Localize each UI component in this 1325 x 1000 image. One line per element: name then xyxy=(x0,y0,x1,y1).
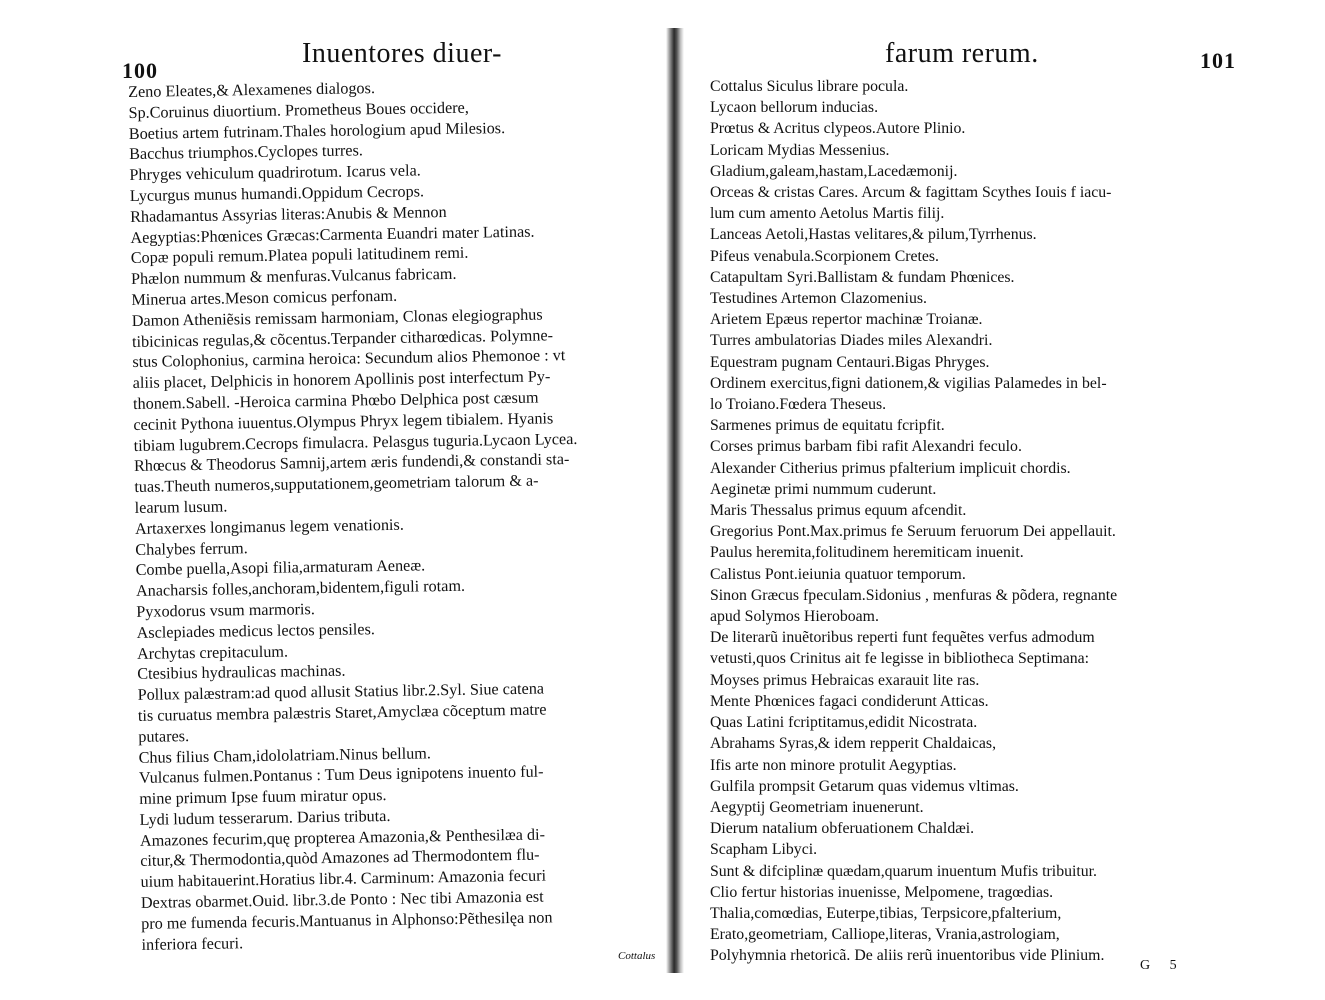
catchword: Cottalus xyxy=(618,950,656,962)
text-line: stus Colophonius, carmina heroica: Secundum alios Phemonoe : vt xyxy=(132,346,566,372)
text-line: Gladium,galeam,hastam,Lacedæmonij. xyxy=(710,162,958,180)
text-line: Thalia,comœdias, Euterpe,tibias, Terpsicore,pfalterium, xyxy=(710,904,1062,922)
text-line: Artaxerxes longimanus legem venationis. xyxy=(134,515,404,538)
text-line: mine primum Ipse fuum miratur opus. xyxy=(139,786,387,809)
text-line: Turres ambulatorias Diades miles Alexandri. xyxy=(710,332,993,350)
text-line: Ifis arte non minore protulit Aegyptias. xyxy=(710,756,957,774)
text-line: Pollux palæstram:ad quod allusit Statius libr.2.Syl. Siue catena xyxy=(137,679,545,705)
text-line: Polyhymnia rhetoricã. De aliis rerũ inuentoribus vide Plinium. xyxy=(710,947,1105,965)
text-line: Archytas crepitaculum. xyxy=(136,642,289,663)
text-line: Loricam Mydias Messenius. xyxy=(710,141,890,159)
text-line: Mente Phœnices fagaci condiderunt Atticas. xyxy=(710,692,989,710)
text-line: Lydi ludum tesserarum. Darius tributa. xyxy=(139,806,391,829)
text-line: Vulcanus fulmen.Pontanus : Tum Deus ignipotens inuento ful- xyxy=(138,762,544,788)
text-line: uium habitauerint.Horatius libr.4. Carminum: Amazonia fecuri xyxy=(140,866,547,892)
text-block xyxy=(128,75,585,955)
text-line: Dextras obarmet.Ouid. libr.3.de Ponto : Nec tibi Amazonia est xyxy=(140,887,544,912)
text-line: Lycurgus munus humandi.Oppidum Cecrops. xyxy=(129,182,425,205)
text-line: pro me fumenda fecuris.Mantuanus in Alphonso:Pẽthesilęa non xyxy=(141,908,553,933)
text-line: Asclepiades medicus lectos pensiles. xyxy=(136,619,376,642)
text-line: tibiam lugubrem.Cecrops fimulacra. Pelasgus tuguria.Lycaon Lycea. xyxy=(133,429,578,455)
text-line: Gregorius Pont.Max.primus fe Seruum feruorum Dei appellauit. xyxy=(710,523,1116,541)
text-line: learum lusum. xyxy=(134,497,228,517)
text-line: De literarũ inuẽtoribus reperti funt fequẽtes verfus admodum xyxy=(710,629,1095,647)
text-line: Ordinem exercitus,figni dationem,& vigilias Palamedes in bel- xyxy=(710,374,1107,392)
text-line: Combe puella,Asopi filia,armaturam Aeneæ. xyxy=(135,556,426,580)
text-line: Pifeus venabula.Scorpionem Cretes. xyxy=(710,247,940,265)
text-line: Sinon Græcus fpeculam.Sidonius , menfuras & põdera, regnante xyxy=(710,586,1118,604)
text-line: Abrahams Syras,& idem repperit Chaldaicas, xyxy=(710,735,997,753)
text-line: tuas.Theuth numeros,supputationem,geometriam talorum & a- xyxy=(134,471,539,497)
text-line: Pyxodorus vsum marmoris. xyxy=(136,600,315,621)
text-line: Scapham Libyci. xyxy=(710,841,818,859)
text-line: Corses primus barbam fibi rafit Alexandri feculo. xyxy=(710,438,1022,456)
text-line: Copæ populi remum.Platea populi latitudinem remi. xyxy=(130,244,469,268)
text-line: Arietem Epæus repertor machinæ Troianæ. xyxy=(710,311,983,329)
text-line: Quas Latini fcriptitamus,edidit Nicostrata. xyxy=(710,714,978,732)
running-head: Inuentores diuer- xyxy=(302,38,502,69)
signature-mark: G 5 xyxy=(1140,958,1185,973)
text-line: Damon Atheniẽsis remissam harmoniam, Clonas elegiographus xyxy=(131,305,543,330)
text-line: tibicinicas regulas,& cõcentus.Terpander citharœdicas. Polymne- xyxy=(131,325,554,351)
text-line: Zeno Eleates,& Alexamenes dialogos. xyxy=(128,79,376,101)
text-block xyxy=(710,76,1117,967)
text-line: Moyses primus Hebraicas exarauit lite ras. xyxy=(710,671,980,689)
right-page xyxy=(680,0,1325,1000)
text-line: Aegyptij Geometriam inuenerunt. xyxy=(710,798,924,816)
text-line: vetusti,quos Crinitus ait fe legisse in bibliotheca Septimana: xyxy=(710,650,1090,668)
text-line: Phælon nummum & menfuras.Vulcanus fabricam. xyxy=(130,265,457,289)
text-line: Testudines Artemon Clazomenius. xyxy=(710,290,927,308)
text-line: Aeginetæ primi nummum cuderunt. xyxy=(710,480,937,498)
text-line: Boetius artem futrinam.Thales horologium apud Milesios. xyxy=(128,118,506,143)
text-line: Sp.Coruinus diuortium. Prometheus Boues occidere, xyxy=(128,98,469,122)
text-line: Rhœcus & Theodorus Samnij,artem æris fundendi,& constandi sta- xyxy=(133,450,570,476)
text-line: Dierum natalium obferuationem Chaldæi. xyxy=(710,820,975,838)
text-line: Paulus heremita,folitudinem heremiticam inuenit. xyxy=(710,544,1024,562)
text-line: putares. xyxy=(138,726,190,746)
text-line: thonem.Sabell. -Heroica carmina Phœbo Delphica post cæsum xyxy=(132,388,539,413)
text-line: Lanceas Aetoli,Hastas velitares,& pilum,Tyrrhenus. xyxy=(710,226,1037,244)
text-line: cecinit Pythona iuuentus.Olympus Phryx legem tibialem. Hyanis xyxy=(133,409,554,434)
text-line: Chus filius Cham,idololatriam.Ninus bellum. xyxy=(138,743,431,767)
text-line: aliis placet, Delphicis in honorem Apollinis post interfectum Py- xyxy=(132,367,551,393)
text-line: Alexander Citherius primus pfalterium implicuit chordis. xyxy=(710,459,1071,477)
text-line: Orceas & cristas Cares. Arcum & fagittam Scythes Iouis f iacu- xyxy=(710,184,1112,202)
text-line: Lycaon bellorum inducias. xyxy=(710,99,879,117)
text-line: Sunt & difciplinæ quædam,quarum inuentum Mufis tribuitur. xyxy=(710,862,1098,880)
page-number: 101 xyxy=(1200,48,1236,73)
text-line: Equestram pugnam Centauri.Bigas Phryges. xyxy=(710,353,990,371)
text-line: Anacharsis folles,anchoram,bidentem,figuli rotam. xyxy=(135,576,466,601)
text-line: lum cum amento Aetolus Martis filij. xyxy=(710,205,945,223)
text-line: Erato,geometriam, Calliope,literas, Vrania,astrologiam, xyxy=(710,926,1060,944)
text-line: Chalybes ferrum. xyxy=(135,538,248,559)
text-line: citur,& Thermodontia,quòd Amazones ad Thermodontem flu- xyxy=(140,846,540,871)
text-line: Rhadamantus Assyrias literas:Anubis & Mennon xyxy=(129,202,447,226)
text-line: Sarmenes primus de equitatu fcripfit. xyxy=(710,417,945,435)
text-line: Catapultam Syri.Ballistam & fundam Phœnices. xyxy=(710,268,1015,286)
text-line: Cottalus Siculus librare pocula. xyxy=(710,78,909,95)
text-line: apud Solymos Hieroboam. xyxy=(710,608,879,626)
text-line: tis curuatus membra palæstris Staret,Amyclæa cõceptum matre xyxy=(137,700,547,725)
text-line: Calistus Pont.ieiunia quatuor temporum. xyxy=(710,565,966,583)
text-line: Maris Thessalus primus equum afcendit. xyxy=(710,502,967,520)
text-line: Aegyptias:Phœnices Græcas:Carmenta Euandri mater Latinas. xyxy=(130,222,535,247)
text-line: Prœtus & Acritus clypeos.Autore Plinio. xyxy=(710,120,966,138)
text-line: Ctesibius hydraulicas machinas. xyxy=(137,661,346,684)
text-line: Minerua artes.Meson comicus perfonam. xyxy=(131,286,398,309)
text-line: inferiora fecuri. xyxy=(141,933,244,954)
text-line: Clio fertur historias inuenisse, Melpomene, tragœdias. xyxy=(710,883,1054,901)
text-line: Bacchus triumphos.Cyclopes turres. xyxy=(128,141,364,164)
running-head: farum rerum. xyxy=(885,38,1039,69)
text-line: Amazones fecurim,quę propterea Amazonia,& Penthesilæa di- xyxy=(139,825,546,850)
page-number: 100 xyxy=(122,58,158,83)
text-line: Gulfila prompsit Getarum quas videmus vltimas. xyxy=(710,777,1019,795)
text-line: lo Troiano.Fœdera Theseus. xyxy=(710,396,887,414)
text-line: Phryges vehiculum quadrirotum. Icarus vela. xyxy=(129,161,421,185)
